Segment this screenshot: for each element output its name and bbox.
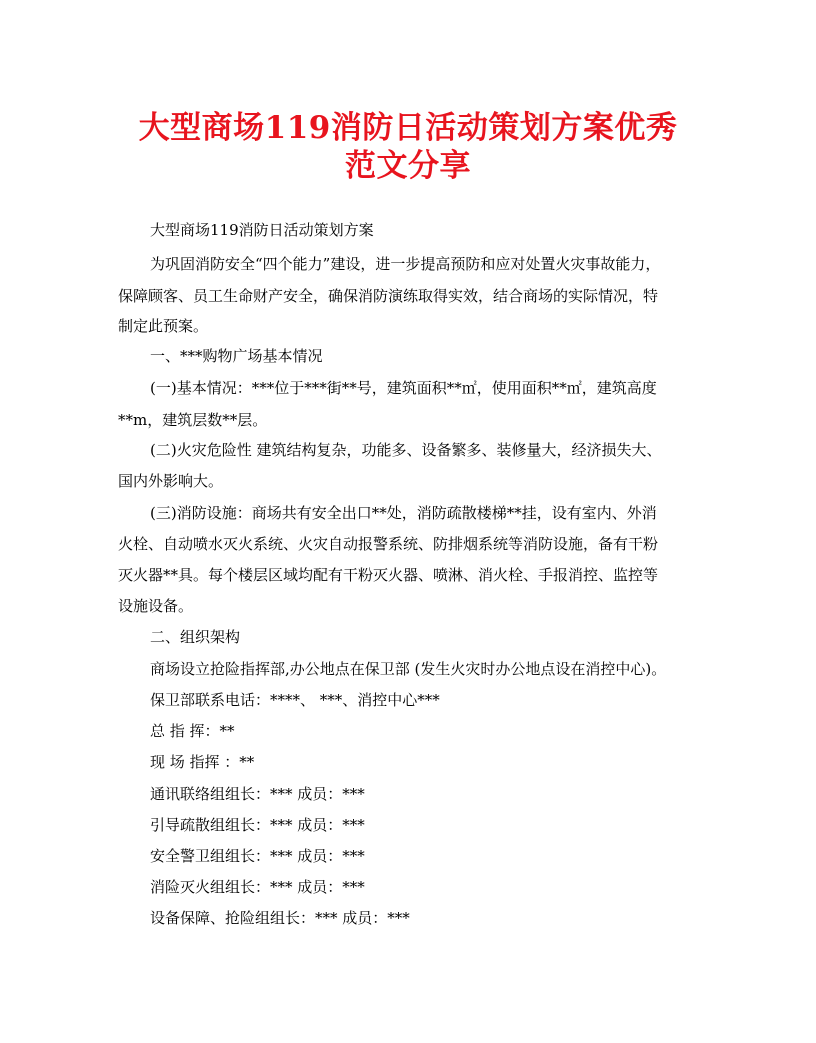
paragraph-line: (二)火灾危险性 建筑结构复杂，功能多、设备繁多、装修量大，经济损失大、: [150, 441, 662, 459]
paragraph-line: 保障顾客、员工生命财产安全，确保消防演练取得实效，结合商场的实际情况，特: [118, 287, 659, 305]
paragraph-line: 保卫部联系电话：****、 ***、消控中心***: [150, 691, 440, 709]
paragraph-line: 灭火器**具。每个楼层区域均配有干粉灭火器、喷淋、消火栓、手报消控、监控等: [118, 566, 659, 584]
paragraph-line: 现 场 指挥 ：**: [150, 753, 255, 771]
paragraph-line: 设备保障、抢险组组长：*** 成员：***: [150, 909, 410, 927]
document-title-line-2: 范文分享: [345, 148, 471, 184]
paragraph-line: 总 指 挥：**: [150, 722, 235, 740]
paragraph-line: (一)基本情况：***位于***街**号，建筑面积**㎡，使用面积**㎡，建筑高度: [150, 379, 657, 397]
paragraph-line: (三)消防设施：商场共有安全出口**处，消防疏散楼梯**挂，设有室内、外消: [150, 504, 657, 522]
document-title-line-1: 大型商场119消防日活动策划方案优秀: [138, 110, 678, 146]
paragraph-line: 国内外影响大。: [118, 472, 224, 490]
paragraph-line: 为巩固消防安全“四个能力”建设，进一步提高预防和应对处置火灾事故能力，: [150, 255, 661, 273]
paragraph-line: 引导疏散组组长：*** 成员：***: [150, 816, 365, 834]
paragraph-line: 制定此预案。: [118, 317, 209, 335]
section-heading: 二、组织架构: [150, 628, 241, 646]
paragraph-line: 通讯联络组组长：*** 成员：***: [150, 785, 365, 803]
paragraph-line: 设施设备。: [118, 597, 194, 615]
paragraph-line: 商场设立抢险指挥部,办公地点在保卫部 (发生火灾时办公地点设在消控中心)。: [150, 660, 667, 678]
paragraph-line: 安全警卫组组长：*** 成员：***: [150, 847, 365, 865]
paragraph-line: **m，建筑层数**层。: [118, 411, 268, 429]
paragraph-line: 消险灭火组组长：*** 成员：***: [150, 878, 365, 896]
paragraph-line: 火栓、自动喷水灭火系统、火灾自动报警系统、防排烟系统等消防设施，备有干粉: [118, 535, 659, 553]
section-heading: 一、***购物广场基本情况: [150, 347, 323, 365]
document-subtitle: 大型商场119消防日活动策划方案: [150, 221, 374, 239]
